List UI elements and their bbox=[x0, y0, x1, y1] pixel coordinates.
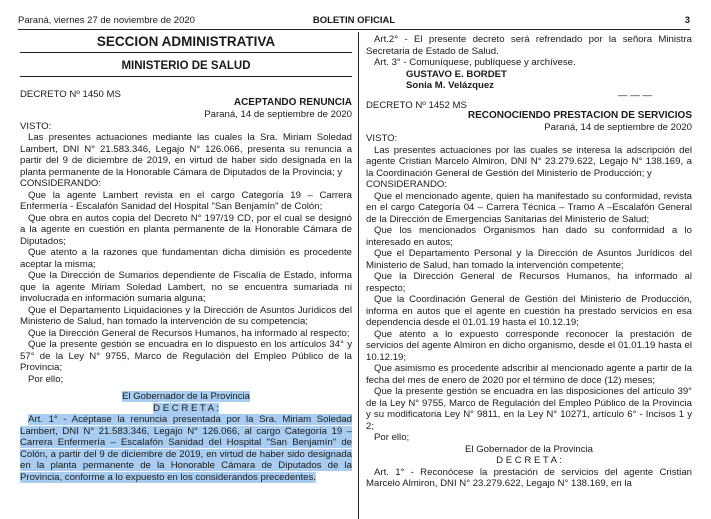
decree-title: RECONOCIENDO PRESTACION DE SERVICIOS bbox=[467, 109, 692, 121]
decree-number: DECRETO Nº 1452 MS bbox=[366, 99, 467, 111]
visto-text: Las presentes actuaciones por las cuales se interesa la adscripción del agente Cristian Marcelo Almiron, DNI N° 23.279.622, Legajo N° 138.169, a la Coordinación General de Gestión del Ministerio de Producción; y bbox=[366, 144, 692, 179]
header-publication-name: BOLETIN OFICIAL bbox=[312, 15, 396, 26]
header-date: Paraná, viernes 27 de noviembre de 2020 bbox=[18, 15, 195, 26]
decreta-text: D E C R E T A : bbox=[153, 402, 219, 414]
article-1-text: Art. 1° - Acéptase la renuncia presentada por la Sra. Miriam Soledad Lambert, DNI N° 21.583.346, Legajo N° 126.066, al cargo Categoría 19 – Carrera Enfermería – Escalafón Sanidad del Hospital "San Benjamín" de Colón, a partir del 9 de diciembre de 2019, en virtud de haber sido designada en la planta permanente de la Honorable Cámara de Diputados de la Provincia, conforme a lo expuesto en los considerandos precedentes. bbox=[20, 414, 352, 483]
governor-line bbox=[20, 391, 352, 403]
visto-label: VISTO: bbox=[366, 133, 398, 144]
considerando-paragraph: Que el Departamento Liquidaciones y la Dirección de Asuntos Jurídicos del Ministerio de Salud, han tomado la intervención de su competencia; bbox=[20, 304, 352, 327]
page-header bbox=[18, 15, 690, 30]
section-title: SECCION ADMINISTRATIVA bbox=[20, 34, 352, 53]
ministry-title: MINISTERIO DE SALUD bbox=[20, 58, 352, 77]
considerando-paragraph: Que atento a la razones que fundamentan dicha dimisión es procedente aceptar la misma; bbox=[20, 247, 352, 270]
decree-heading bbox=[20, 89, 352, 108]
decree-date: Paraná, 14 de septiembre de 2020 bbox=[204, 109, 352, 120]
column-divider bbox=[358, 32, 359, 519]
separator-dashes: — — — bbox=[617, 89, 652, 101]
considerando-paragraph: Que la Dirección General de Recursos Humanos, ha informado al respecto; bbox=[366, 271, 692, 294]
decree-number: DECRETO Nº 1450 MS bbox=[20, 89, 121, 100]
considerando-paragraph: Que la presente gestión se encuadra en las disposiciones del artículo 39° de la Ley N° 9755, Marco de Regulación del Empleo Público de la Provincia y su modificatoria Ley N° 9811, en la Ley N° 10271, artículo 6° - Incisos 1 y 2; bbox=[366, 386, 692, 432]
governor-text: El Gobernador de la Provincia bbox=[122, 391, 250, 402]
considerando-paragraph: Que la Coordinación General de Gestión del Ministerio de Producción, informa en autos que el agente en cuestión ha prestado servicios en esa dependencia desde el 01.01.19 hasta el 10.12.19; bbox=[366, 294, 692, 328]
considerando-paragraph: Que la presente gestión se encuadra en lo dispuesto en los artículos 34° y 57° de la Ley N° 9755, Marco de Regulación del Empleo Público de la Provincia; bbox=[20, 339, 352, 373]
visto-label: VISTO: bbox=[20, 120, 52, 132]
decreta-line: D E C R E T A : bbox=[496, 455, 562, 466]
right-column bbox=[366, 34, 692, 490]
considerando-paragraph: Que el Departamento Personal y la Dirección de Asuntos Jurídicos del Ministerio de Salud, han tomado la intervención competente; bbox=[366, 248, 692, 271]
considerando-paragraph: Que asimismo es procedente adscribir al mencionado agente a partir de la fecha del mes de enero de 2020 por el término de doce (12) meses; bbox=[366, 363, 692, 386]
considerando-paragraph: Que obra en autos copia del Decreto N° 197/19 CD, por el cual se designó a la agente en cuestión en planta permanente de la Honorable Cámara de Diputados; bbox=[20, 212, 352, 247]
article-1-text: Art. 1° - Reconócese la prestación de servicios del agente Cristian Marcelo Almiron, DNI N° 23.279.622, Legajo N° 138.169, en la bbox=[366, 466, 692, 489]
decree-heading bbox=[366, 100, 692, 122]
header-page-number: 3 bbox=[684, 15, 690, 26]
signer-minister: Sonia M. Velázquez bbox=[406, 80, 494, 91]
decreta-line bbox=[20, 403, 352, 415]
considerando-label: CONSIDERANDO: bbox=[20, 178, 102, 189]
decree-date: Paraná, 14 de septiembre de 2020 bbox=[544, 121, 692, 133]
considerando-paragraph: Que la Dirección de Sumarios dependiente de Fiscalía de Estado, informa que la agente Miriam Soledad Lambert, no se encuentra sumariada ni involucrada en información sumaria alguna; bbox=[20, 270, 352, 304]
considerando-label: CONSIDERANDO: bbox=[366, 179, 448, 190]
decree-title: ACEPTANDO RENUNCIA bbox=[233, 97, 352, 108]
visto-text: Las presentes actuaciones mediante las cuales la Sra. Miriam Soledad Lambert, DNI N° 21.583.346, Legajo N° 126.066, presenta su renuncia a partir del 9 de diciembre de 2019, en virtud de haber sido designada en la planta permanente de la Honorable Cámara de Diputados de la Provincia; y bbox=[20, 132, 352, 178]
considerando-paragraph: Por ello; bbox=[374, 432, 410, 443]
governor-line: El Gobernador de la Provincia bbox=[465, 443, 593, 455]
considerando-paragraph: Por ello; bbox=[28, 373, 64, 385]
considerando-paragraph: Que la Dirección General de Recursos Humanos, ha informado al respecto; bbox=[28, 327, 350, 339]
considerando-paragraph: Que atento a lo expuesto corresponde reconocer la prestación de servicios del agente Almiron en dicho organismo, desde el 01.01.19 hasta el 10.12.19; bbox=[366, 328, 692, 363]
considerando-paragraph: Que el mencionado agente, quien ha manifestado su conformidad, revista en el cargo Categoría 04 – Carrera Técnica – Tramo A –Escalafón General de la Dirección de Emergencias Sanitarias del Ministerio de Salud; bbox=[366, 190, 692, 225]
article-3-text: Art. 3° - Comuníquese, publíquese y archívese. bbox=[374, 57, 576, 68]
considerando-paragraph: Que los mencionados Organismos han dado su conformidad a lo interesado en autos; bbox=[366, 225, 692, 248]
considerando-paragraph: Que la agente Lambert revista en el cargo Categoría 19 – Carrera Enfermería - Escalafón Sanidad del Hospital "San Benjamín" de Colón; bbox=[20, 189, 352, 212]
article-1-paragraph bbox=[20, 414, 352, 483]
article-2-text: Art.2° - El presente decreto será refrendado por la señora Ministra Secretaria de Estado de Salud. bbox=[366, 34, 692, 57]
left-column bbox=[20, 34, 352, 483]
signer-governor: GUSTAVO E. BORDET bbox=[406, 68, 507, 80]
